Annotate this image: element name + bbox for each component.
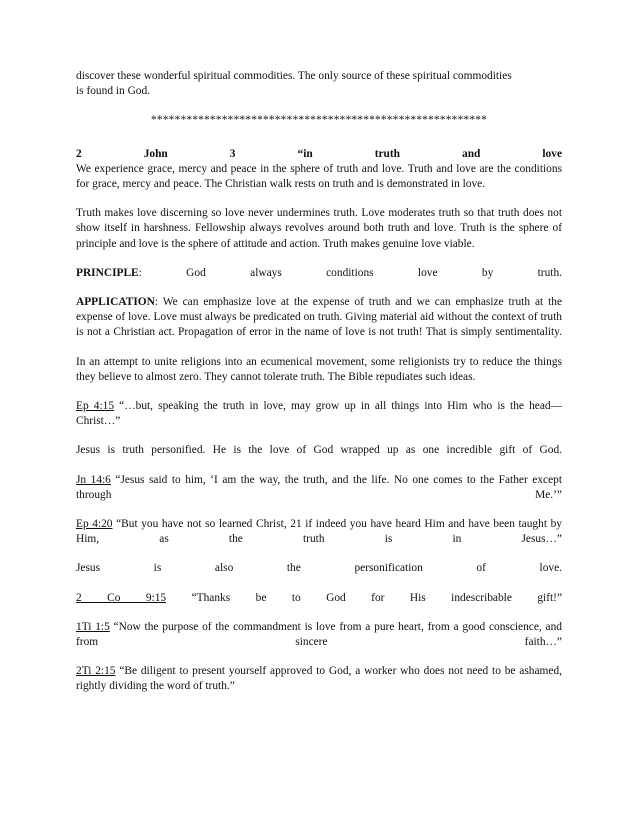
intro-line-1: discover these wonderful spiritual commodities. The only source of these spiritual commodities	[76, 70, 512, 82]
2-corinthians-9-15-reference: 2 Co 9:15	[76, 591, 167, 604]
section-separator: *********************************************************	[150, 114, 488, 127]
john-14-6-reference: Jn 14:6	[76, 473, 111, 486]
paragraph-jesus-truth: Jesus is truth personified. He is the love of God wrapped up as one incredible gift of God.	[76, 444, 562, 457]
paragraph-jesus-love: Jesus is also the personification of love.	[76, 562, 562, 575]
application-label: APPLICATION	[76, 296, 155, 309]
2-timothy-2-15-reference: 2Ti 2:15	[76, 665, 116, 678]
2-corinthians-9-15-text: “Thanks be to God for His indescribable gift!”	[166, 591, 563, 604]
paragraph-truth-love: Truth makes love discerning so love never undermines truth. Love moderates truth so that truth does not show itself in harshness. Fellowship always revolves around both truth and love. Truth is the sphere of principle and love is the sphere of attitude and action. Truth makes genuine love viable.	[76, 207, 562, 250]
2-timothy-2-15-text: “Be diligent to present yourself approved to God, a worker who does not need to be ashamed, rightly dividing the word of truth.”	[76, 665, 562, 693]
heading-text: “in truth and love	[235, 147, 563, 160]
heading-reference: 2 John 3	[76, 147, 236, 160]
principle-text: : God always conditions love by truth.	[138, 266, 562, 279]
verse-2-timothy-2-15	[76, 664, 562, 694]
ephesians-4-15-text: “…but, speaking the truth in love, may grow up in all things into Him who is the head—Christ…”	[76, 400, 562, 428]
verse-john-14-6	[76, 473, 562, 503]
intro-paragraph	[76, 69, 562, 99]
verse-ephesians-4-15	[76, 399, 562, 429]
ephesians-4-20-reference: Ep 4:20	[76, 518, 113, 531]
principle-label: PRINCIPLE	[76, 266, 139, 279]
paragraph-ecumenical: In an attempt to unite religions into an ecumenical movement, some religionists try to reduce the things they believe to almost zero. They cannot tolerate truth. The Bible repudiates such ideas.	[76, 355, 562, 383]
principle-paragraph	[76, 266, 562, 281]
1-timothy-1-5-text: “Now the purpose of the commandment is love from a pure heart, from a good conscience, and from sincere faith…”	[76, 620, 562, 649]
john-14-6-text: “Jesus said to him, ‘I am the way, the truth, and the life. No one comes to the Father except through Me.’”	[76, 473, 562, 501]
verse-ephesians-4-20	[76, 517, 562, 547]
intro-line-2: is found in God.	[76, 85, 151, 98]
verse-2-corinthians-9-15	[76, 591, 562, 606]
application-text: : We can emphasize love at the expense of truth and we can emphasize truth at the expense of love. Love must always be predicated on truth. Giving material aid without the context of truth is not a Christian act. Propagation of error in the name of love is not truth! That is simply sentimentality.	[76, 296, 562, 339]
application-paragraph	[76, 295, 562, 341]
ephesians-4-20-text: “But you have not so learned Christ, 21 if indeed you have heard Him and have been taught by Him, as the truth is in Jesus…”	[76, 518, 562, 546]
paragraph-grace: We experience grace, mercy and peace in the sphere of truth and love. Truth and love are the conditions for grace, mercy and peace. The Christian walk rests on truth and is demonstrated in love.	[76, 162, 562, 191]
ephesians-4-15-reference: Ep 4:15	[76, 400, 115, 413]
verse-heading	[76, 147, 562, 162]
1-timothy-1-5-reference: 1Ti 1:5	[76, 620, 110, 633]
verse-1-timothy-1-5	[76, 620, 562, 650]
document-body	[76, 69, 562, 709]
